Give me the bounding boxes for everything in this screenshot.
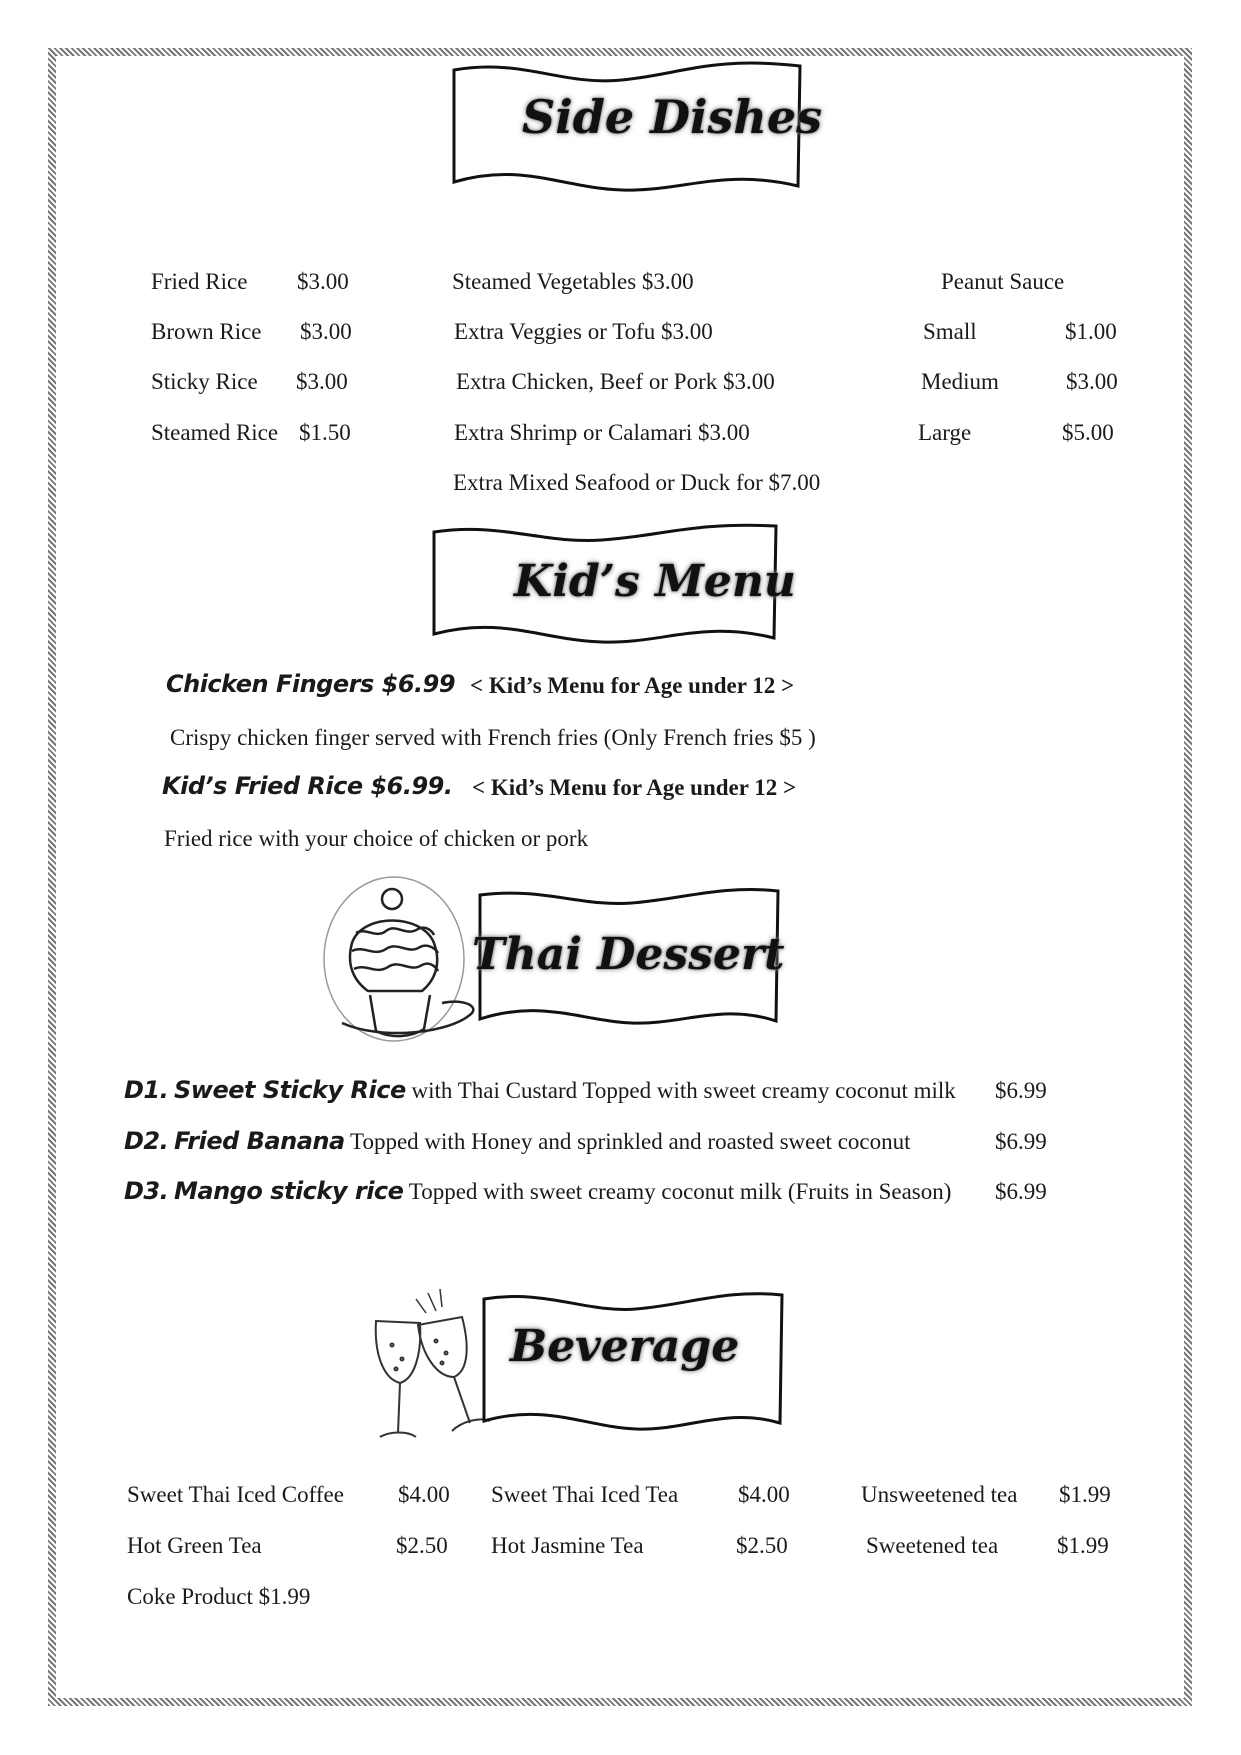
list-item: Medium bbox=[921, 369, 999, 394]
list-item: Large bbox=[918, 420, 972, 445]
kids-menu-title: Kid’s Menu bbox=[514, 556, 796, 607]
dessert-name: Fried Banana bbox=[174, 1127, 345, 1155]
kids-item-desc: Crispy chicken finger served with French fries (Only French fries $5 ) bbox=[170, 725, 816, 750]
cupcake-icon bbox=[324, 877, 473, 1041]
side-dishes-banner bbox=[452, 58, 823, 198]
beverage-banner bbox=[366, 1285, 786, 1455]
list-item: Small bbox=[923, 319, 977, 344]
dessert-desc: Topped with sweet creamy coconut milk (Fruits in Season) bbox=[408, 1179, 952, 1204]
dessert-row bbox=[124, 1127, 911, 1155]
list-item: Hot Jasmine Tea bbox=[491, 1533, 644, 1558]
list-item: Extra Shrimp or Calamari $3.00 bbox=[454, 420, 750, 445]
peanut-sauce-title: Peanut Sauce bbox=[941, 269, 1065, 294]
dessert-name: Mango sticky rice bbox=[174, 1177, 404, 1205]
list-item: Brown Rice bbox=[151, 319, 262, 344]
thai-dessert-banner bbox=[322, 873, 785, 1045]
list-item: Sweetened tea bbox=[866, 1533, 999, 1558]
item-price: $3.00 bbox=[1066, 369, 1118, 394]
side-dishes-title: Side Dishes bbox=[522, 90, 823, 144]
item-price: $4.00 bbox=[738, 1482, 790, 1507]
list-item: Extra Veggies or Tofu $3.00 bbox=[454, 319, 713, 344]
dessert-desc: with Thai Custard Topped with sweet creamy coconut milk bbox=[411, 1078, 956, 1103]
item-price: $1.00 bbox=[1065, 319, 1117, 344]
item-price: $5.00 bbox=[1062, 420, 1114, 445]
beverage-title: Beverage bbox=[510, 1321, 740, 1372]
item-price: $1.50 bbox=[299, 420, 351, 445]
kids-item-note: < Kid’s Menu for Age under 12 > bbox=[470, 673, 795, 698]
item-price: $2.50 bbox=[396, 1533, 448, 1558]
list-item: Steamed Rice bbox=[151, 420, 279, 445]
item-price: $1.99 bbox=[1057, 1533, 1109, 1558]
dessert-code: D3. bbox=[124, 1177, 169, 1205]
thai-dessert-title: Thai Dessert bbox=[472, 929, 785, 980]
list-item: Sweet Thai Iced Tea bbox=[491, 1482, 679, 1507]
dessert-row bbox=[124, 1076, 956, 1104]
item-price: $1.99 bbox=[1059, 1482, 1111, 1507]
list-item: Sweet Thai Iced Coffee bbox=[127, 1482, 344, 1507]
item-price: $6.99 bbox=[995, 1078, 1047, 1103]
item-price: $2.50 bbox=[736, 1533, 788, 1558]
dessert-code: D1. bbox=[124, 1076, 169, 1104]
list-item: Extra Mixed Seafood or Duck for $7.00 bbox=[453, 470, 821, 495]
item-price: $6.99 bbox=[995, 1129, 1047, 1154]
kids-item-desc: Fried rice with your choice of chicken or pork bbox=[164, 826, 589, 851]
list-item: Sticky Rice bbox=[151, 369, 258, 394]
list-item: Coke Product $1.99 bbox=[127, 1584, 311, 1609]
dessert-name: Sweet Sticky Rice bbox=[174, 1076, 406, 1104]
list-item: Unsweetened tea bbox=[861, 1482, 1018, 1507]
dessert-desc: Topped with Honey and sprinkled and roasted sweet coconut bbox=[350, 1129, 911, 1154]
list-item: Steamed Vegetables $3.00 bbox=[452, 269, 694, 294]
kids-menu-banner bbox=[432, 520, 796, 648]
item-price: $3.00 bbox=[300, 319, 352, 344]
item-price: $6.99 bbox=[995, 1179, 1047, 1204]
kids-item-note: < Kid’s Menu for Age under 12 > bbox=[472, 775, 797, 800]
champagne-glasses-icon bbox=[376, 1289, 490, 1437]
kids-item-name: Kid’s Fried Rice $6.99. bbox=[162, 772, 453, 800]
list-item: Extra Chicken, Beef or Pork $3.00 bbox=[456, 369, 775, 394]
list-item: Hot Green Tea bbox=[127, 1533, 262, 1558]
dessert-row bbox=[124, 1177, 951, 1205]
dessert-code: D2. bbox=[124, 1127, 169, 1155]
kids-item-name: Chicken Fingers $6.99 bbox=[166, 670, 456, 698]
item-price: $3.00 bbox=[297, 269, 349, 294]
item-price: $3.00 bbox=[296, 369, 348, 394]
list-item: Fried Rice bbox=[151, 269, 248, 294]
item-price: $4.00 bbox=[398, 1482, 450, 1507]
